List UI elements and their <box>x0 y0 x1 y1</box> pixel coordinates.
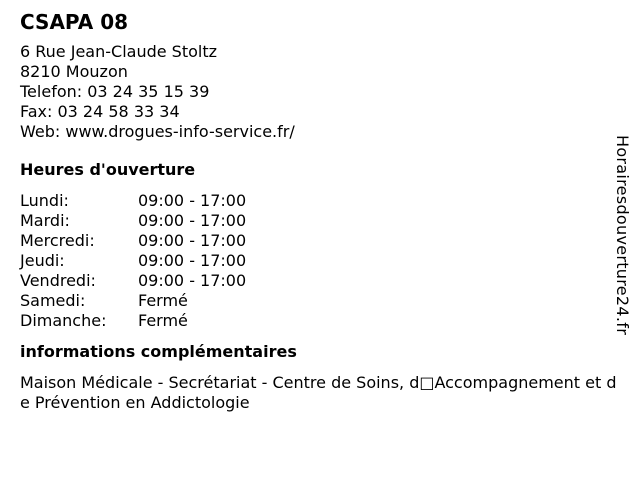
day-label: Mercredi: <box>20 231 95 250</box>
day-hours: 09:00 - 17:00 <box>138 251 247 270</box>
day-label: Jeudi: <box>20 251 65 270</box>
day-label: Vendredi: <box>20 271 96 290</box>
hours-row-monday <box>20 191 620 211</box>
hours-row-wednesday <box>20 231 620 251</box>
phone-number: Telefon: 03 24 35 15 39 <box>20 82 210 101</box>
opening-hours-table <box>20 191 620 331</box>
business-name: CSAPA 08 <box>20 10 129 34</box>
day-hours: 09:00 - 17:00 <box>138 191 247 210</box>
day-hours: 09:00 - 17:00 <box>138 231 247 250</box>
opening-hours-heading: Heures d'ouverture <box>20 160 196 179</box>
additional-info-text: Maison Médicale - Secrétariat - Centre de Soins, d□Accompagnement et de Prévention en Addictologie <box>20 373 617 412</box>
fax-number: Fax: 03 24 58 33 34 <box>20 102 180 121</box>
additional-info-heading: informations complémentaires <box>20 342 297 361</box>
hours-row-tuesday <box>20 211 620 231</box>
day-hours: 09:00 - 17:00 <box>138 271 247 290</box>
day-hours: Fermé <box>138 291 188 310</box>
day-hours: 09:00 - 17:00 <box>138 211 247 230</box>
hours-row-thursday <box>20 251 620 271</box>
brand-watermark: Horairesdouverture24.fr <box>613 135 632 336</box>
hours-row-saturday <box>20 291 620 311</box>
postal-city: 8210 Mouzon <box>20 62 128 81</box>
street-address: 6 Rue Jean-Claude Stoltz <box>20 42 217 61</box>
day-label: Mardi: <box>20 211 70 230</box>
address-block <box>20 42 620 142</box>
business-card <box>20 10 620 413</box>
hours-row-sunday <box>20 311 620 331</box>
day-label: Samedi: <box>20 291 86 310</box>
day-hours: Fermé <box>138 311 188 330</box>
website-link[interactable]: Web: www.drogues-info-service.fr/ <box>20 122 295 141</box>
day-label: Lundi: <box>20 191 69 210</box>
hours-row-friday <box>20 271 620 291</box>
day-label: Dimanche: <box>20 311 107 330</box>
